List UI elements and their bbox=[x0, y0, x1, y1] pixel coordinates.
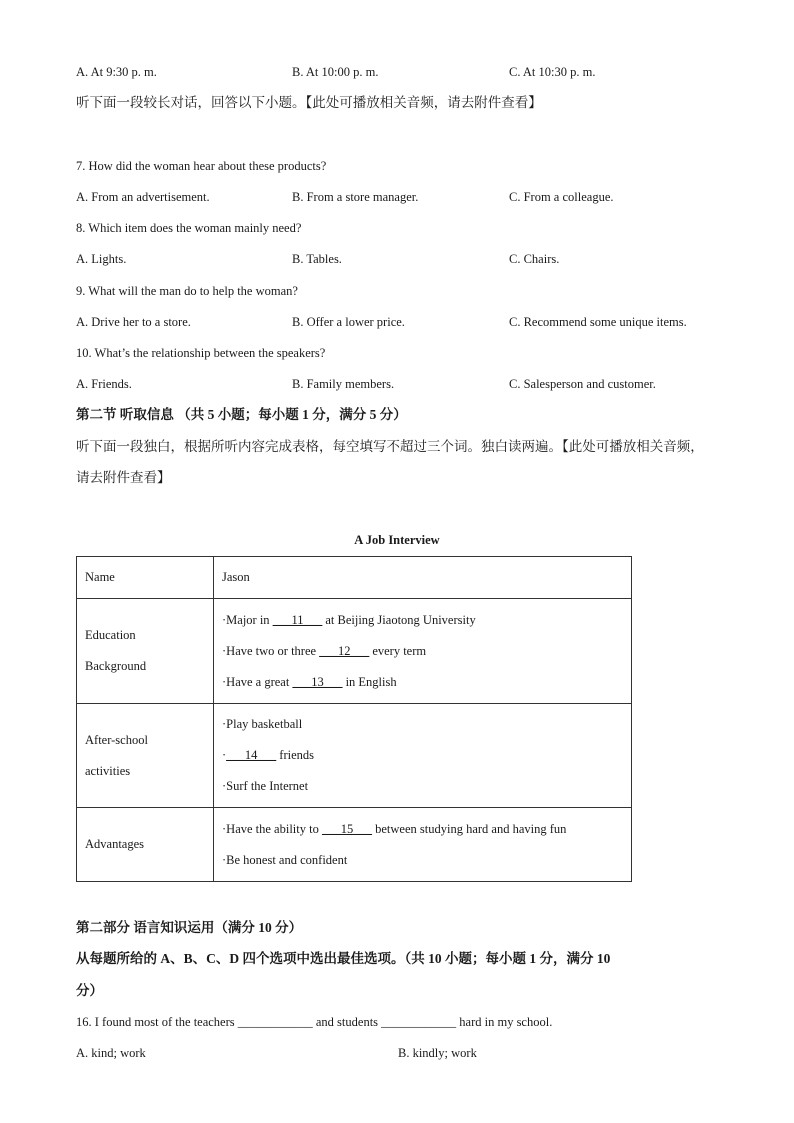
education-line-3 bbox=[222, 667, 623, 698]
option-a: A. Friends. bbox=[76, 377, 132, 391]
part-instruction-line1: 从每题所给的 A、B、C、D 四个选项中选出最佳选项。（共 10 小题；每小题 1 分，满分 10 bbox=[76, 951, 611, 966]
blank-13: ___13___ bbox=[292, 674, 343, 689]
option-b: B. At 10:00 p. m. bbox=[292, 65, 379, 79]
table-cell-value bbox=[214, 704, 632, 808]
question-10: 10. What’s the relationship between the speakers? bbox=[76, 346, 326, 360]
text: ·Have two or three bbox=[222, 643, 320, 658]
text: ·Have the ability to bbox=[222, 821, 322, 836]
option-a: A. kind; work bbox=[76, 1046, 146, 1060]
table-title: A Job Interview bbox=[354, 533, 440, 547]
question-9: 9. What will the man do to help the woman? bbox=[76, 284, 298, 298]
text: in English bbox=[342, 674, 397, 689]
label-line: Education bbox=[85, 628, 136, 642]
label-line: Background bbox=[85, 659, 147, 673]
option-c: C. Salesperson and customer. bbox=[509, 377, 656, 391]
part-heading: 第二部分 语言知识运用（满分 10 分） bbox=[76, 920, 303, 935]
activity-line-2 bbox=[222, 740, 623, 771]
text: · bbox=[222, 748, 227, 762]
section-instruction-line2: 请去附件查看】 bbox=[76, 470, 171, 485]
section-heading: 第二节 听取信息 （共 5 小题；每小题 1 分，满分 5 分） bbox=[76, 407, 407, 422]
text: at Beijing Jiaotong University bbox=[322, 612, 476, 627]
blank-15: ___15___ bbox=[321, 821, 372, 836]
option-a: A. From an advertisement. bbox=[76, 190, 210, 204]
table-row bbox=[77, 557, 632, 599]
option-c: C. From a colleague. bbox=[509, 190, 614, 204]
long-dialog-instruction: 听下面一段较长对话，回答以下小题。【此处可播放相关音频，请去附件查看】 bbox=[76, 95, 542, 110]
section-instruction-line1: 听下面一段独白，根据所听内容完成表格，每空填写不超过三个词。独白读两遍。【此处可播放相关音频， bbox=[76, 439, 704, 454]
education-line-1 bbox=[222, 605, 623, 636]
table-row bbox=[77, 599, 632, 704]
table-cell-value bbox=[214, 599, 632, 704]
text: every term bbox=[369, 643, 427, 658]
question-7: 7. How did the woman hear about these products? bbox=[76, 159, 327, 173]
option-c: C. At 10:30 p. m. bbox=[509, 65, 596, 79]
blank-12: ___12___ bbox=[319, 643, 370, 658]
advantage-line-1 bbox=[222, 814, 623, 845]
activity-line-1: ·Play basketball bbox=[222, 717, 303, 731]
advantage-line-2: ·Be honest and confident bbox=[222, 852, 348, 867]
option-b: B. Family members. bbox=[292, 377, 395, 391]
option-b: B. Tables. bbox=[292, 252, 342, 266]
label-line: After-school bbox=[85, 732, 148, 747]
table-cell-value bbox=[214, 808, 632, 882]
option-c: C. Chairs. bbox=[509, 252, 560, 266]
text: ·Have a great bbox=[222, 674, 293, 689]
question-16: 16. I found most of the teachers ____________ and students ____________ hard in my school. bbox=[76, 1015, 553, 1029]
option-a: A. Drive her to a store. bbox=[76, 315, 191, 329]
text: friends bbox=[276, 748, 315, 762]
table-cell-value: Jason bbox=[214, 557, 632, 599]
option-b: B. From a store manager. bbox=[292, 190, 419, 204]
option-b: B. kindly; work bbox=[398, 1046, 477, 1060]
table-cell-label bbox=[77, 599, 214, 704]
blank-11: ___11___ bbox=[272, 612, 323, 627]
blank-14: ___14___ bbox=[226, 748, 277, 762]
option-b: B. Offer a lower price. bbox=[292, 315, 405, 329]
option-a: A. At 9:30 p. m. bbox=[76, 65, 157, 79]
label-line: activities bbox=[85, 763, 131, 778]
text: between studying hard and having fun bbox=[371, 821, 567, 836]
education-line-2 bbox=[222, 636, 623, 667]
table-row bbox=[77, 704, 632, 808]
activity-line-3: ·Surf the Internet bbox=[222, 779, 309, 793]
option-c: C. Recommend some unique items. bbox=[509, 315, 687, 329]
job-interview-table bbox=[76, 556, 632, 882]
table-cell-label bbox=[77, 704, 214, 808]
part-instruction-line2: 分） bbox=[76, 983, 103, 998]
question-8: 8. Which item does the woman mainly need? bbox=[76, 221, 302, 235]
table-row bbox=[77, 808, 632, 882]
text: ·Major in bbox=[222, 612, 273, 627]
table-cell-label: Name bbox=[77, 557, 214, 599]
table-cell-label: Advantages bbox=[77, 808, 214, 882]
option-a: A. Lights. bbox=[76, 252, 127, 266]
